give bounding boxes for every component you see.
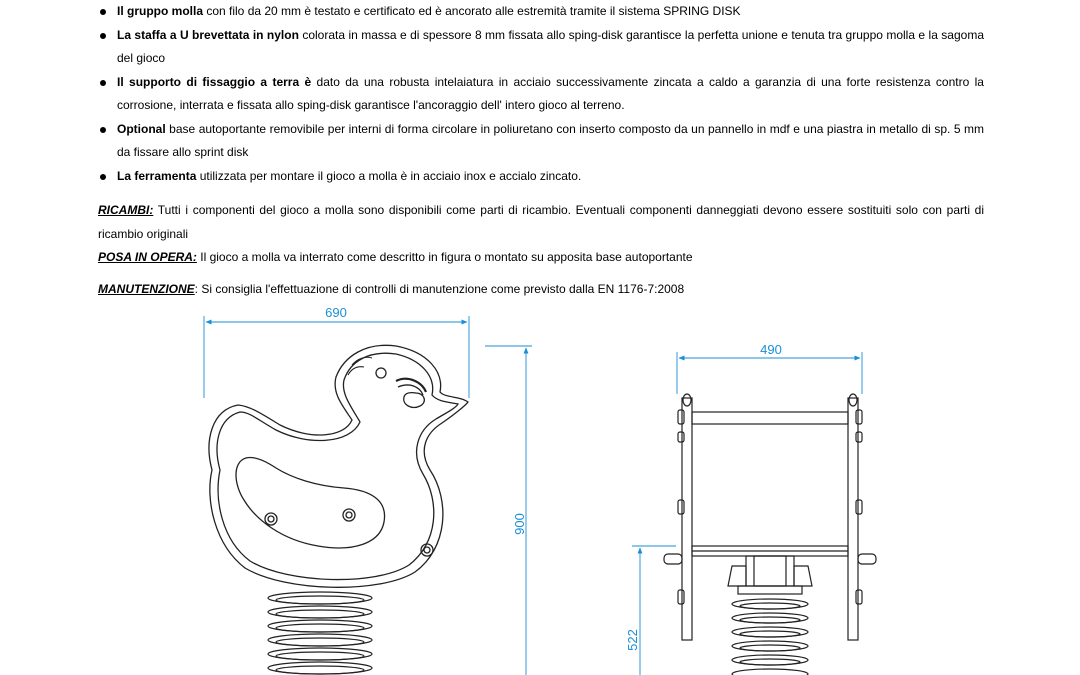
- spring-height-label: 522: [625, 629, 640, 651]
- duck-cheek: [404, 393, 425, 408]
- side-width-label: 690: [325, 305, 347, 320]
- bullet-text: base autoportante removibile per interni di forma circolare in poliuretano con inserto composto da un pannello in mdf e una piastra in metallo di sp. 5 mm da fissare allo sprint disk: [117, 121, 984, 159]
- duck-wing: [236, 457, 385, 547]
- bullet-text: utilizzata per montare il gioco a molla è in acciaio inox e accialo zincato.: [196, 168, 582, 183]
- front-width-label: 490: [760, 342, 782, 357]
- manutenzione-label: MANUTENZIONE: [98, 281, 195, 296]
- bullet-text: dato da una robusta intelaiatura in acciaio successivamente zincata a caldo a garanzia di una forte resistenza contro la corrosione, interrata e fissata allo sping-disk garantisce l'ancoraggio dell' intero gioco al terreno.: [117, 74, 984, 112]
- ricambi-label: RICAMBI:: [98, 203, 154, 217]
- side-dimensions: [204, 316, 532, 675]
- spring-side: [268, 592, 372, 674]
- manutenzione-text: : Si consiglia l'effettuazione di controlli di manutenzione come previsto dalla EN 1176-7:2008: [194, 281, 685, 296]
- bullet-title: Il supporto di fissaggio a terra è: [117, 74, 312, 89]
- bullet-title: Optional: [117, 121, 166, 136]
- front-dimensions: [632, 352, 862, 675]
- duck-side-view: [209, 345, 468, 674]
- bullet-title: La staffa a U brevettata in nylon: [117, 27, 299, 42]
- front-view: [664, 394, 876, 675]
- posa-label: POSA IN OPERA:: [98, 250, 197, 264]
- posa-text: Il gioco a molla va interrato come descritto in figura o montato su apposita base autoportante: [196, 250, 693, 264]
- bolt-icon: [343, 509, 355, 521]
- spring-front: [732, 599, 808, 675]
- bullet-title: Il gruppo molla: [117, 4, 203, 18]
- duck-eye: [376, 368, 386, 378]
- bullet-text: con filo da 20 mm è testato e certificato ed è ancorato alle estremità tramite il sistema SPRING DISK: [203, 4, 741, 18]
- bullet-text: colorata in massa e di spessore 8 mm fissata allo sping-disk garantisce la perfetta unione e tenuta tra gruppo molla e la sagoma del gioco: [117, 27, 984, 65]
- side-height-label: 900: [512, 513, 527, 535]
- ricambi-text: Tutti i componenti del gioco a molla sono disponibili come parti di ricambio. Eventuali componenti danneggiati devono essere sostituiti solo con parti di ricambio originali: [98, 203, 984, 241]
- bolt-icon: [265, 513, 277, 525]
- bullet-title: La ferramenta: [117, 168, 197, 183]
